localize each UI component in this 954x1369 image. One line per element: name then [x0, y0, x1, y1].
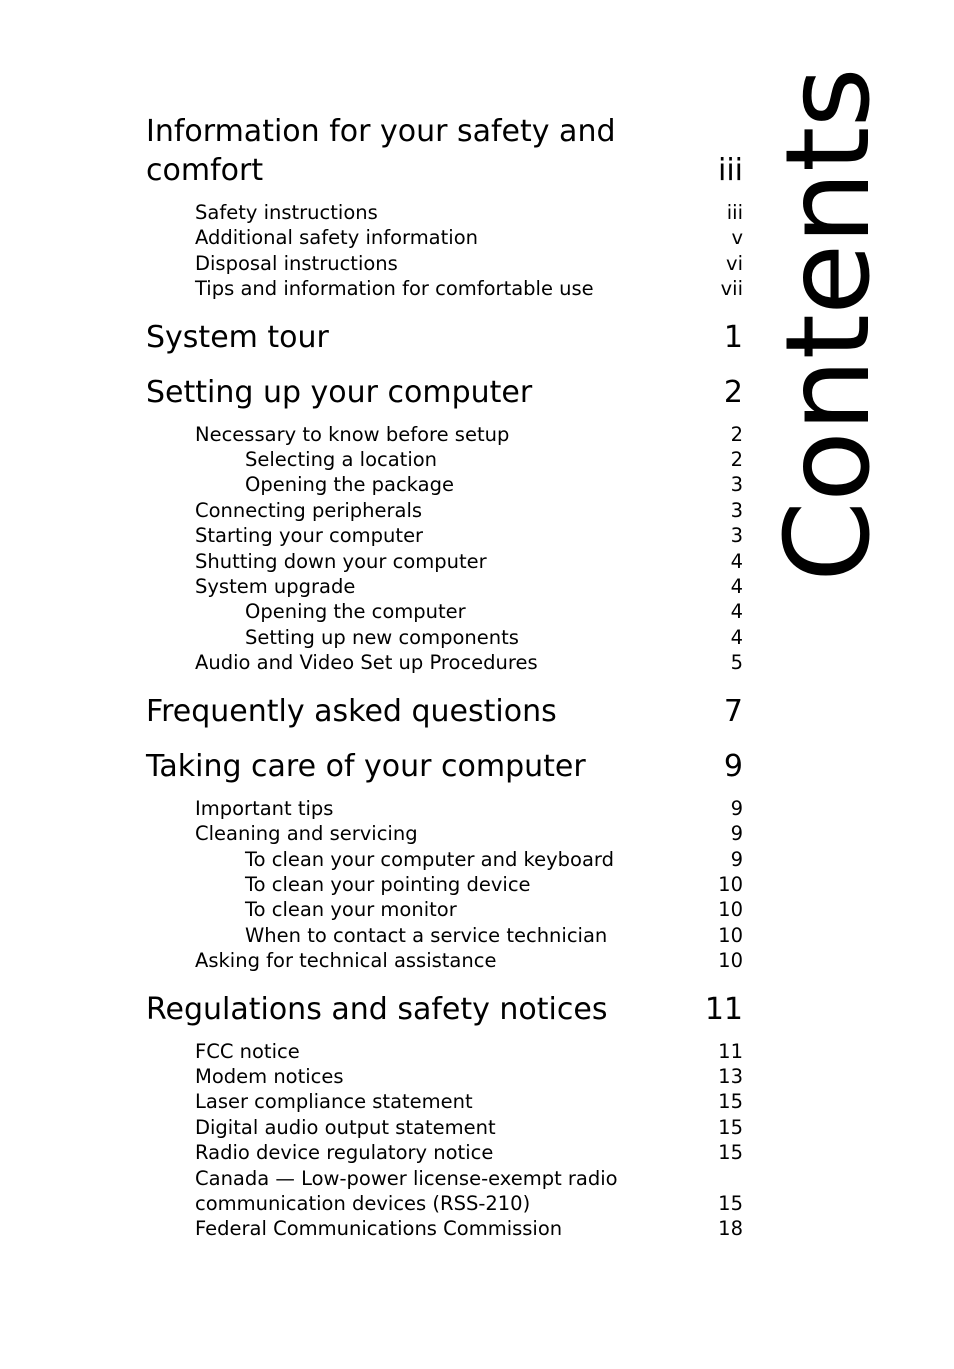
- toc-entry[interactable]: [146, 200, 743, 225]
- toc-entry[interactable]: [146, 447, 743, 472]
- toc-entry-title: Disposal instructions: [195, 251, 398, 275]
- toc-entry[interactable]: [146, 1140, 743, 1165]
- toc-entry[interactable]: [146, 422, 743, 447]
- toc-entry-title: Necessary to know before setup: [195, 422, 510, 446]
- toc-entry-title: Tips and information for comfortable use: [195, 277, 594, 301]
- toc-entry-page-number: 9: [730, 847, 743, 871]
- toc-entry-title: Opening the package: [245, 473, 454, 497]
- toc-entry-title: Important tips: [195, 796, 334, 820]
- toc-entry[interactable]: [146, 225, 743, 250]
- toc-entry-page-number: vi: [726, 251, 743, 275]
- toc-entry-page-number: v: [731, 226, 743, 250]
- toc-entry-page-number: 15: [718, 1090, 743, 1114]
- toc-entry-page-number: iii: [717, 153, 743, 188]
- toc-entry[interactable]: [146, 1166, 743, 1217]
- toc-entry[interactable]: [146, 650, 743, 675]
- toc-entry-title: System tour: [146, 319, 329, 355]
- toc-entry-page-number: 15: [718, 1141, 743, 1165]
- toc-entry-title: Asking for technical assistance: [195, 949, 497, 973]
- toc-entry[interactable]: [146, 549, 743, 574]
- toc-entry-page-number: 5: [730, 651, 743, 675]
- toc-entry-page-number: 9: [730, 796, 743, 820]
- toc-entry[interactable]: [146, 1115, 743, 1140]
- toc-entry-title: Audio and Video Set up Procedures: [195, 651, 538, 675]
- toc-entry-title: Regulations and safety notices: [146, 991, 608, 1027]
- toc-entry[interactable]: [146, 599, 743, 624]
- toc-entry-page-number: 10: [718, 898, 743, 922]
- toc-entry-page-number: 4: [730, 575, 743, 599]
- toc-entry[interactable]: [146, 747, 743, 786]
- toc-entry[interactable]: [146, 1216, 743, 1241]
- toc-entry-title: Selecting a location: [245, 448, 438, 472]
- toc-entry-page-number: 13: [718, 1064, 743, 1088]
- toc-entry-title: System upgrade: [195, 575, 356, 599]
- toc-entry-title: Canada — Low-power license-exempt radio communication devices (RSS-210): [195, 1166, 618, 1215]
- toc-entry[interactable]: [146, 276, 743, 301]
- toc-entry-page-number: 3: [730, 498, 743, 522]
- toc-entry-page-number: 2: [730, 448, 743, 472]
- toc-entry[interactable]: [146, 692, 743, 731]
- contents-side-title: Contents: [761, 68, 896, 582]
- toc-entry-title: Taking care of your computer: [146, 748, 586, 784]
- toc-entry-page-number: 2: [723, 374, 743, 410]
- toc-entry-title: Safety instructions: [195, 201, 378, 224]
- toc-entry-title: Digital audio output statement: [195, 1115, 496, 1139]
- toc-entry-page-number: 4: [730, 625, 743, 649]
- table-of-contents: [146, 112, 743, 1242]
- toc-entry-page-number: 1: [723, 319, 743, 355]
- toc-entry-page-number: 9: [723, 748, 743, 784]
- toc-entry-page-number: 15: [718, 1191, 743, 1215]
- toc-entry-page-number: 15: [718, 1115, 743, 1139]
- toc-entry-title: Federal Communications Commission: [195, 1217, 563, 1241]
- toc-entry-title: When to contact a service technician: [245, 923, 608, 947]
- toc-entry[interactable]: [146, 251, 743, 276]
- toc-entry-page-number: 10: [718, 872, 743, 896]
- toc-entry-title: FCC notice: [195, 1039, 300, 1063]
- toc-entry-title: Shutting down your computer: [195, 549, 487, 573]
- toc-entry-page-number: 2: [730, 422, 743, 446]
- toc-entry[interactable]: [146, 872, 743, 897]
- toc-entry-page-number: 10: [718, 923, 743, 947]
- toc-entry-page-number: 11: [718, 1039, 743, 1063]
- toc-entry-title: Laser compliance statement: [195, 1090, 473, 1114]
- toc-entry[interactable]: [146, 112, 743, 190]
- toc-entry-page-number: 4: [730, 549, 743, 573]
- toc-entry-title: Opening the computer: [245, 600, 466, 624]
- toc-entry-title: Starting your computer: [195, 524, 424, 548]
- toc-entry-title: To clean your pointing device: [245, 872, 531, 896]
- toc-entry-title: To clean your monitor: [245, 898, 457, 922]
- toc-entry[interactable]: [146, 498, 743, 523]
- toc-entry-page-number: 4: [730, 600, 743, 624]
- toc-entry[interactable]: [146, 923, 743, 948]
- toc-entry-title: Frequently asked questions: [146, 693, 557, 729]
- toc-entry[interactable]: [146, 821, 743, 846]
- toc-entry-title: Connecting peripherals: [195, 498, 423, 522]
- toc-entry[interactable]: [146, 373, 743, 412]
- toc-entry[interactable]: [146, 625, 743, 650]
- toc-entry[interactable]: [146, 1089, 743, 1114]
- toc-entry[interactable]: [146, 574, 743, 599]
- toc-entry-page-number: vii: [720, 277, 743, 301]
- toc-entry-page-number: iii: [726, 201, 743, 224]
- toc-entry-title: Information for your safety and comfort: [146, 114, 616, 188]
- toc-entry[interactable]: [146, 948, 743, 973]
- toc-entry[interactable]: [146, 523, 743, 548]
- toc-entry[interactable]: [146, 1064, 743, 1089]
- toc-entry-page-number: 9: [730, 822, 743, 846]
- toc-entry[interactable]: [146, 1039, 743, 1064]
- toc-entry[interactable]: [146, 472, 743, 497]
- toc-entry[interactable]: [146, 990, 743, 1029]
- toc-entry[interactable]: [146, 318, 743, 357]
- toc-entry-page-number: 10: [718, 949, 743, 973]
- toc-entry-title: Setting up your computer: [146, 374, 533, 410]
- toc-entry[interactable]: [146, 796, 743, 821]
- toc-entry-title: Radio device regulatory notice: [195, 1141, 494, 1165]
- toc-entry-page-number: 3: [730, 524, 743, 548]
- toc-entry-page-number: 18: [718, 1217, 743, 1241]
- toc-entry-title: Additional safety information: [195, 226, 478, 250]
- toc-entry-page-number: 3: [730, 473, 743, 497]
- toc-entry-page-number: 7: [723, 693, 743, 729]
- toc-entry-title: Cleaning and servicing: [195, 822, 418, 846]
- toc-entry-title: Setting up new components: [245, 625, 519, 649]
- toc-entry[interactable]: [146, 847, 743, 872]
- toc-entry-title: Modem notices: [195, 1064, 344, 1088]
- toc-entry-page-number: 11: [704, 991, 743, 1027]
- toc-entry[interactable]: [146, 897, 743, 922]
- toc-entry-title: To clean your computer and keyboard: [245, 847, 614, 871]
